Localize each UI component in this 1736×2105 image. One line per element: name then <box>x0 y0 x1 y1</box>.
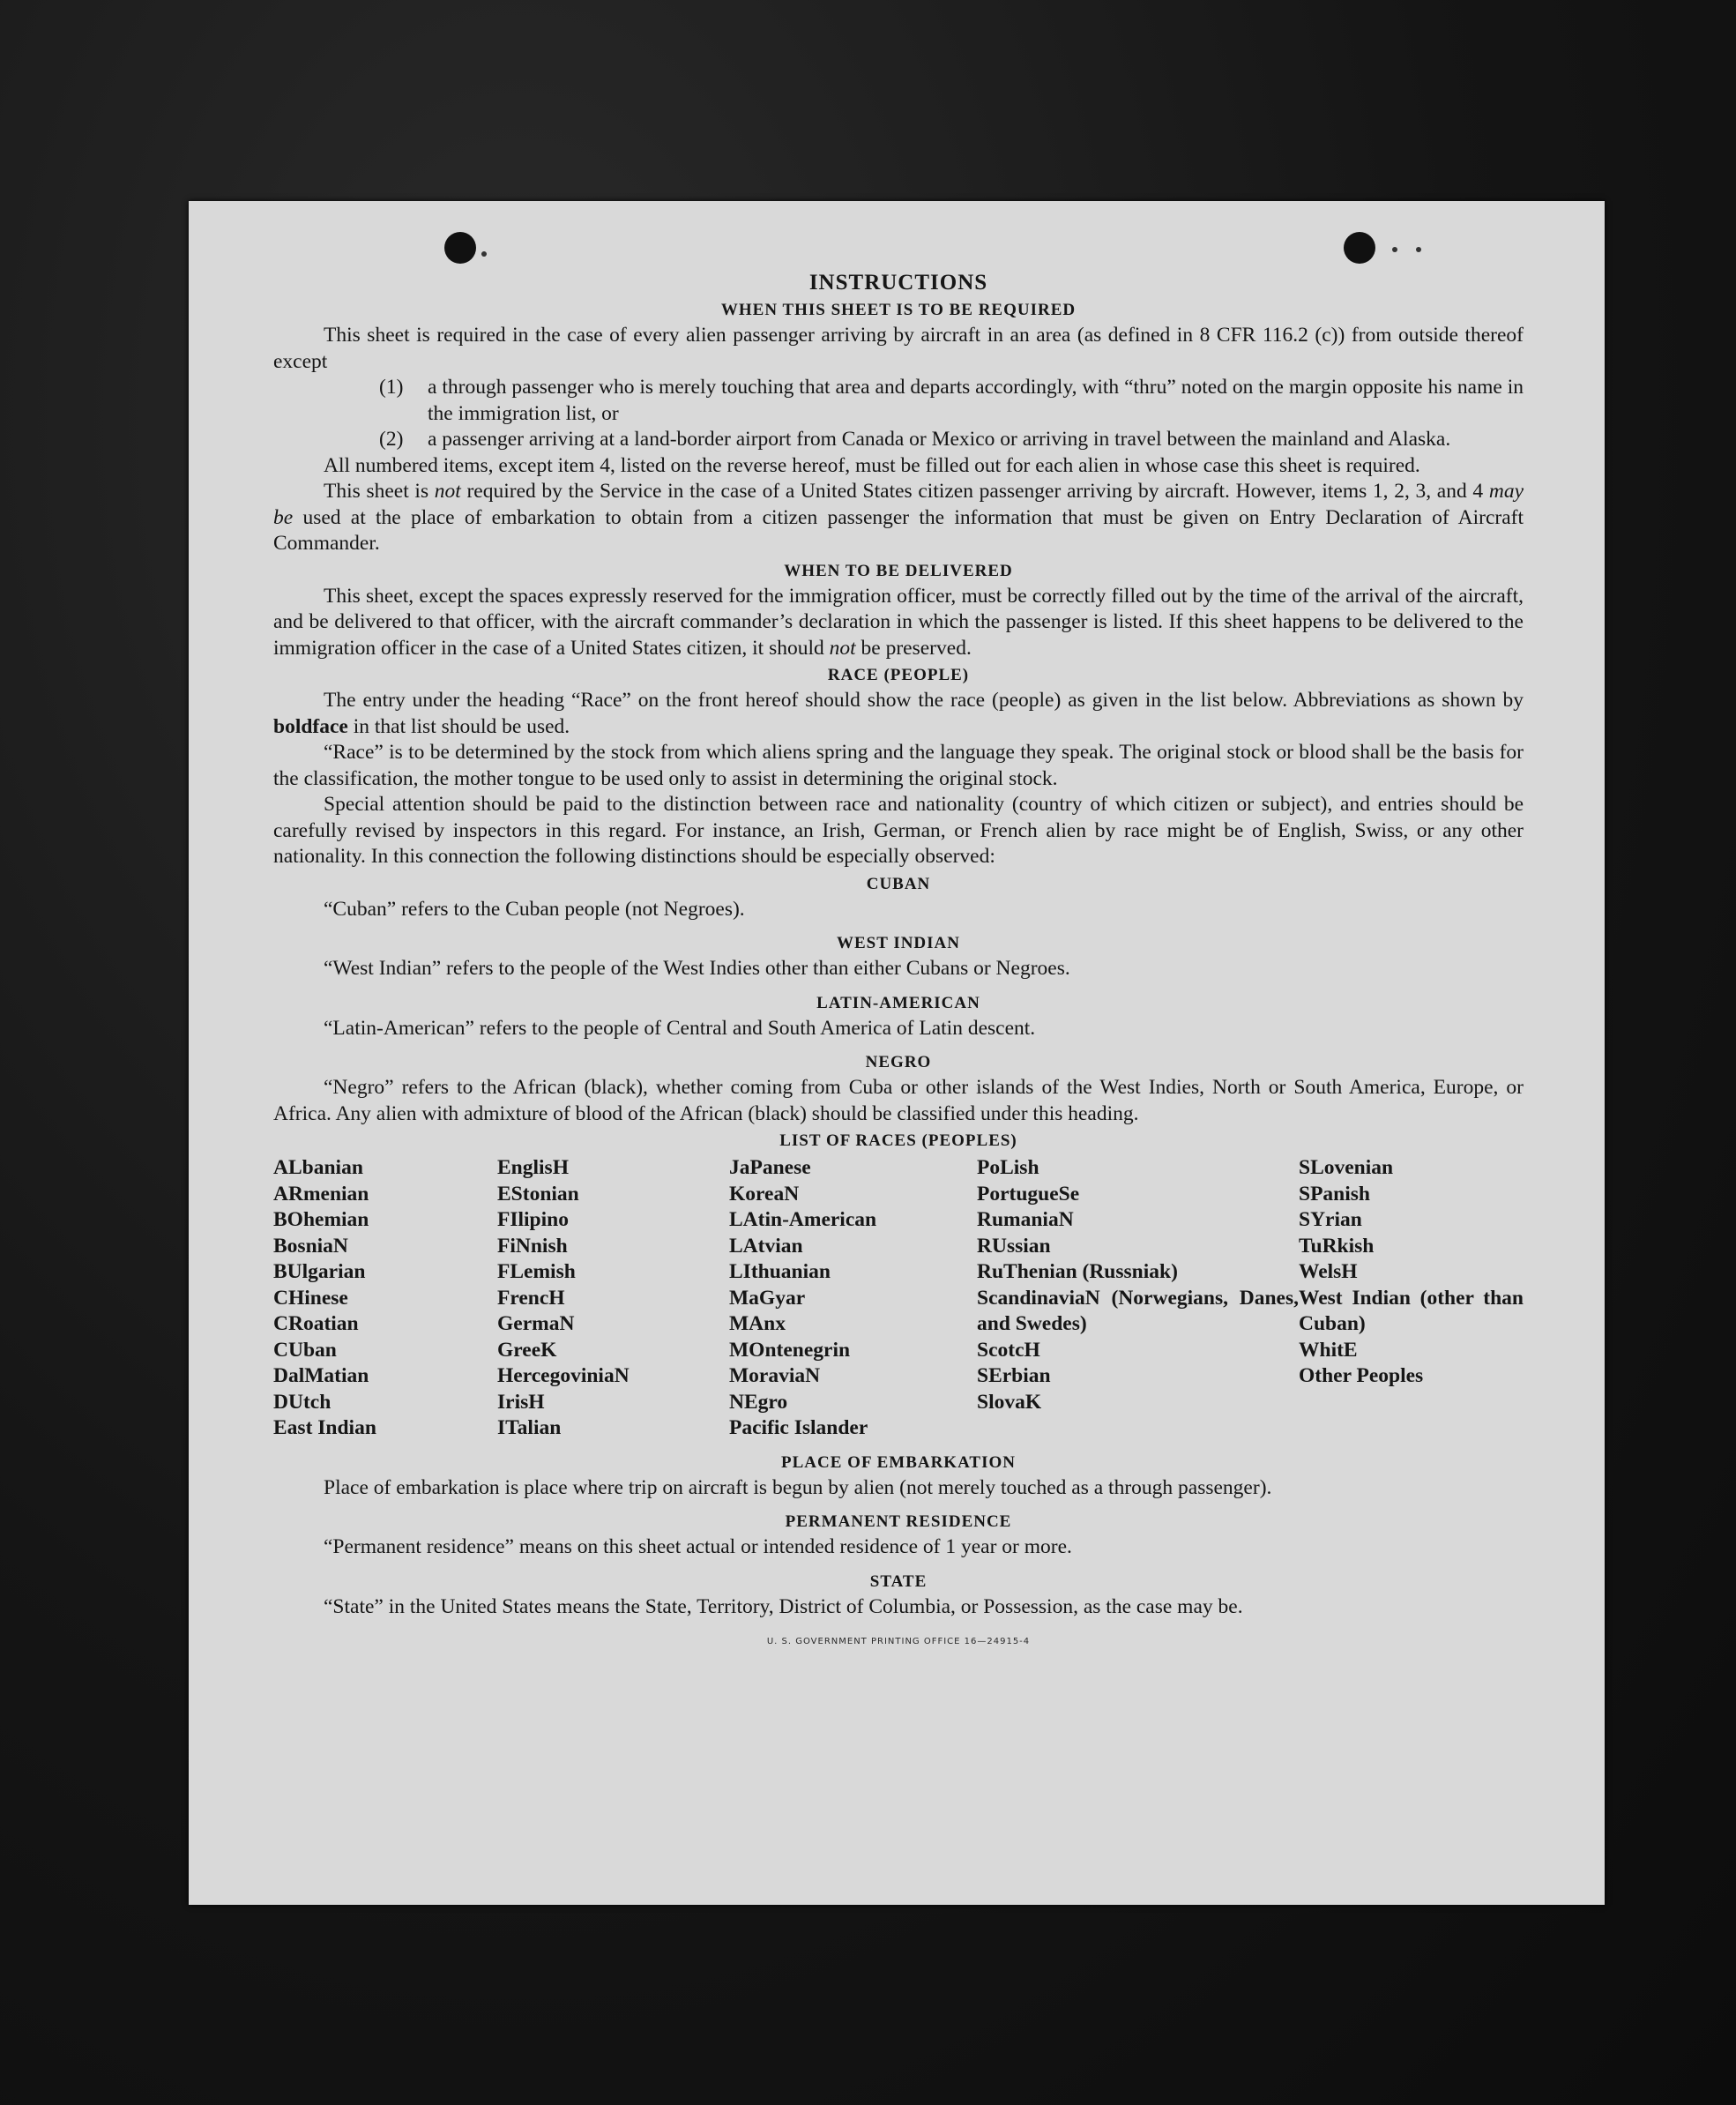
race-entry: FIlipino <box>497 1208 569 1231</box>
race-entry: ITalian <box>497 1416 562 1439</box>
race-entry: MAnx <box>729 1312 786 1335</box>
heading-when-required: WHEN THIS SHEET IS TO BE REQUIRED <box>720 301 1077 319</box>
race-entry: FLemish <box>497 1260 576 1283</box>
exception-text: a passenger arriving at a land-border airport from Canada or Mexico or arriving in travel between the mainland and Alaska. <box>428 428 1451 451</box>
race-entry: BOhemian <box>273 1208 369 1231</box>
heading-west-indian: WEST INDIAN <box>837 934 960 952</box>
exception-text: a through passenger who is merely touching that area and departs accordingly, with “thru” noted on the margin opposite his name in the immigration list, or <box>428 376 1524 425</box>
ink-speck <box>481 251 487 257</box>
race-entry: RuThenian (Russniak) <box>977 1260 1178 1283</box>
race-entry: RUssian <box>977 1234 1051 1258</box>
race-entry: BUlgarian <box>273 1260 366 1283</box>
race-entry: BosniaN <box>273 1234 348 1258</box>
definition-latin-american: “Latin-American” refers to the people of Central and South America of Latin descent. <box>324 1016 1036 1040</box>
heading-when-delivered: WHEN TO BE DELIVERED <box>784 561 1013 580</box>
heading-cuban: CUBAN <box>866 874 931 893</box>
definition-negro: “Negro” refers to the African (black), whether coming from Cuba or other islands of the West Indies, North or South America, Europe, or Africa. Any alien with admixture of blood of the African (black) should be classified under this heading. <box>273 1076 1524 1125</box>
race-entry: ARmenian <box>273 1182 369 1206</box>
race-entry: MaGyar <box>729 1286 806 1310</box>
race-entry: PortugueSe <box>977 1182 1080 1206</box>
race-entry: FrencH <box>497 1286 565 1310</box>
paragraph-delivery: This sheet, except the spaces expressly reserved for the immigration officer, must be correctly filled out by the time of the arrival of the aircraft, and be delivered to that officer, with the aircraft commander’s declaration in which the passenger is listed. If this sheet happens to be delivered to the immigration officer in the case of a United States citizen, it should not be preserved. <box>273 584 1524 660</box>
page-title: INSTRUCTIONS <box>808 271 988 295</box>
race-entry: ALbanian <box>273 1156 363 1179</box>
exception-item <box>379 375 1524 427</box>
definition-west-indian: “West Indian” refers to the people of the West Indies other than either Cubans or Negroes. <box>324 957 1070 980</box>
race-list <box>273 1155 1524 1442</box>
race-column <box>977 1155 1299 1442</box>
race-entry: LAtvian <box>729 1234 803 1258</box>
race-column <box>497 1155 729 1442</box>
paragraph-citizen: This sheet is not required by the Service in the case of a United States citizen passenger arriving by aircraft. However, items 1, 2, 3, and 4 may be used at the place of embarkation to obtain from a citizen passenger the information that must be given on Entry Declaration of Aircraft Commander. <box>273 480 1524 555</box>
heading-state: STATE <box>869 1571 928 1591</box>
race-entry: CHinese <box>273 1286 348 1310</box>
race-entry: LAtin-American <box>729 1208 877 1231</box>
race-column <box>1299 1155 1524 1442</box>
race-entry: NEgro <box>729 1390 788 1414</box>
race-entry: JaPanese <box>729 1156 811 1179</box>
race-entry: SlovaK <box>977 1390 1042 1414</box>
race-entry: SPanish <box>1299 1182 1370 1206</box>
race-entry: IrisH <box>497 1390 545 1414</box>
heading-race: RACE (PEOPLE) <box>827 666 970 684</box>
instructions-body <box>273 270 1524 1655</box>
heading-place-of-embarkation: PLACE OF EMBARKATION <box>781 1452 1016 1472</box>
race-entry: GreeK <box>497 1338 557 1362</box>
paragraph-residence: “Permanent residence” means on this sheet actual or intended residence of 1 year or more. <box>324 1535 1072 1558</box>
document-page <box>189 201 1605 1905</box>
heading-latin-american: LATIN-AMERICAN <box>816 993 980 1012</box>
race-entry: Other Peoples <box>1299 1364 1424 1387</box>
ink-speck <box>1392 247 1397 252</box>
punch-hole-right <box>1344 232 1375 264</box>
race-entry: ScotcH <box>977 1338 1040 1362</box>
paragraph-numbered-items: All numbered items, except item 4, listed on the reverse hereof, must be filled out for each alien in whose case this sheet is required. <box>324 453 1420 477</box>
paragraph-required-intro: This sheet is required in the case of every alien passenger arriving by aircraft in an area (as defined in 8 CFR 116.2 (c)) from outside thereof except <box>273 324 1524 373</box>
race-column <box>273 1155 497 1442</box>
printing-office-imprint: U. S. GOVERNMENT PRINTING OFFICE 16—24915-4 <box>766 1637 1031 1646</box>
race-entry: TuRkish <box>1299 1234 1375 1258</box>
exception-item <box>379 427 1524 453</box>
race-entry: WhitE <box>1299 1338 1358 1362</box>
definition-cuban: “Cuban” refers to the Cuban people (not Negroes). <box>324 897 745 921</box>
race-entry: East Indian <box>273 1416 376 1439</box>
race-entry: DUtch <box>273 1390 332 1414</box>
heading-list-of-races: LIST OF RACES (PEOPLES) <box>779 1131 1017 1150</box>
race-entry: GermaN <box>497 1312 575 1335</box>
heading-permanent-residence: PERMANENT RESIDENCE <box>785 1512 1012 1531</box>
race-entry: FiNnish <box>497 1234 568 1258</box>
paragraph-state: “State” in the United States means the State, Territory, District of Columbia, or Possession, as the case may be. <box>324 1594 1243 1618</box>
race-entry: LIthuanian <box>729 1260 831 1283</box>
race-entry: EnglisH <box>497 1156 569 1179</box>
paragraph-race-stock: “Race” is to be determined by the stock from which aliens spring and the language they speak. The original stock or blood shall be the basis for the classification, the mother tongue to be used only to assist in determining the original stock. <box>273 741 1524 790</box>
race-entry: MOntenegrin <box>729 1338 851 1362</box>
exception-number: (1) <box>379 376 404 399</box>
race-entry: CRoatian <box>273 1312 359 1335</box>
race-entry: WelsH <box>1299 1260 1358 1283</box>
race-column <box>729 1155 977 1442</box>
race-entry: HercegoviniaN <box>497 1364 630 1387</box>
race-entry: Pacific Islander <box>729 1416 868 1439</box>
race-entry: RumaniaN <box>977 1208 1074 1231</box>
race-entry: DalMatian <box>273 1364 369 1387</box>
paragraph-embarkation: Place of embarkation is place where trip on aircraft is begun by alien (not merely touched as a through passenger). <box>324 1475 1272 1499</box>
punch-hole-left <box>444 232 476 264</box>
race-entry: SErbian <box>977 1364 1051 1387</box>
race-entry: EStonian <box>497 1182 579 1206</box>
exception-number: (2) <box>379 428 404 451</box>
race-entry: SLovenian <box>1299 1156 1394 1179</box>
race-entry: SYrian <box>1299 1208 1362 1231</box>
ink-speck <box>1416 247 1421 252</box>
race-entry: West Indian (other than Cuban) <box>1299 1286 1524 1335</box>
heading-negro: NEGRO <box>865 1053 932 1071</box>
paragraph-race-nationality: Special attention should be paid to the distinction between race and nationality (country of which citizen or subject), and entries should be carefully revised by inspectors in this regard. For instance, an Irish, German, or French alien by race might be of English, Swiss, or any other nationality. In this connection the following distinctions should be especially observed: <box>273 793 1524 868</box>
race-entry: PoLish <box>977 1156 1039 1179</box>
paragraph-race-entry: The entry under the heading “Race” on the front hereof should show the race (people) as given in the list below. Abbreviations as shown by boldface in that list should be used. <box>273 689 1524 738</box>
race-entry: KoreaN <box>729 1182 800 1206</box>
race-entry: CUban <box>273 1338 337 1362</box>
race-entry: ScandinaviaN (Norwegians, Danes, and Swedes) <box>977 1286 1299 1335</box>
race-entry: MoraviaN <box>729 1364 821 1387</box>
